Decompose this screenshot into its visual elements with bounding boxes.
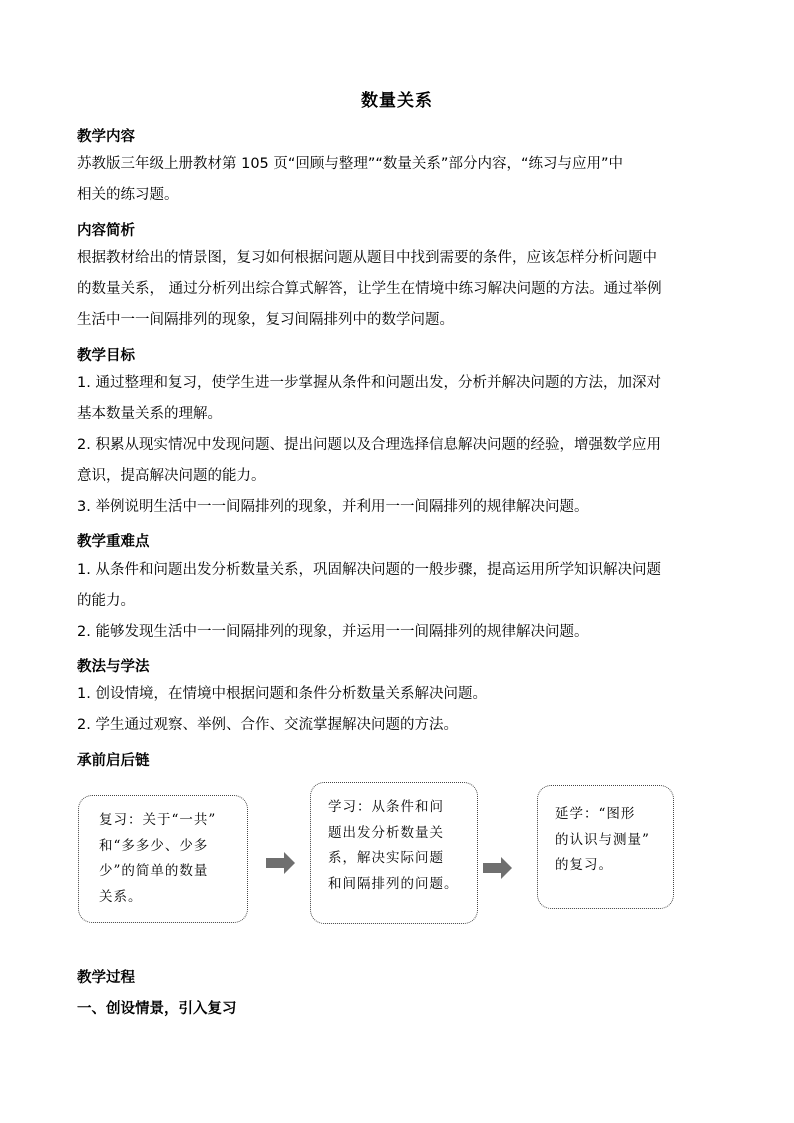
- paragraph-line: 基本数量关系的理解。: [77, 406, 222, 422]
- paragraph-line: 2. 学生通过观察、举例、合作、交流掌握解决问题的方法。: [77, 717, 458, 733]
- paragraph-line: 2. 积累从现实情况中发现问题、提出问题以及合理选择信息解决问题的经验，增强数学应用: [77, 437, 661, 453]
- chain-box-review-text: 复习：关于“一共” 和“多多少、少多 少”的简单的数量 关系。: [99, 812, 217, 905]
- paragraph-line: 2. 能够发现生活中一一间隔排列的现象，并运用一一间隔排列的规律解决问题。: [77, 624, 589, 640]
- section-heading-goals: 教学目标: [77, 348, 135, 364]
- paragraph-line: 苏教版三年级上册教材第 105 页“回顾与整理”“数量关系”部分内容，“练习与应用”中: [77, 156, 623, 172]
- section-heading-key-points: 教学重难点: [77, 534, 150, 550]
- section-heading-content: 教学内容: [77, 129, 135, 145]
- section-heading-analysis: 内容简析: [77, 223, 135, 239]
- paragraph-line: 的数量关系， 通过分析列出综合算式解答，让学生在情境中练习解决问题的方法。通过举例: [77, 281, 662, 297]
- paragraph-line: 相关的练习题。: [77, 187, 179, 203]
- section-heading-methods: 教法与学法: [77, 659, 150, 675]
- paragraph-line: 1. 从条件和问题出发分析数量关系，巩固解决问题的一般步骤，提高运用所学知识解决问题: [77, 562, 661, 578]
- paragraph-line: 生活中一一间隔排列的现象，复习间隔排列中的数学问题。: [77, 312, 454, 328]
- paragraph-line: 的能力。: [77, 593, 135, 609]
- chain-box-extend-text: 延学：“图形 的认识与测量” 的复习。: [555, 806, 650, 873]
- chain-box-learn: [310, 782, 478, 924]
- arrow-right-icon: [483, 857, 513, 879]
- arrow-right-icon: [266, 852, 296, 874]
- chain-box-extend: [537, 785, 674, 909]
- paragraph-line: 1. 创设情境，在情境中根据问题和条件分析数量关系解决问题。: [77, 686, 487, 702]
- subsection-heading: 一、创设情景，引入复习: [77, 1001, 237, 1017]
- paragraph-line: 1. 通过整理和复习，使学生进一步掌握从条件和问题出发，分析并解决问题的方法，加深对: [77, 375, 661, 391]
- chain-box-learn-text: 学习：从条件和问 题出发分析数量关 系，解决实际问题 和间隔排列的问题。: [328, 799, 459, 892]
- section-heading-chain: 承前启后链: [77, 753, 150, 769]
- chain-box-review: [78, 795, 248, 923]
- paragraph-line: 根据教材给出的情景图，复习如何根据问题从题目中找到需要的条件，应该怎样分析问题中: [77, 250, 657, 266]
- section-heading-process: 教学过程: [77, 970, 135, 986]
- paragraph-line: 意识，提高解决问题的能力。: [77, 468, 266, 484]
- page-title: 数量关系: [361, 91, 433, 111]
- paragraph-line: 3. 举例说明生活中一一间隔排列的现象，并利用一一间隔排列的规律解决问题。: [77, 499, 589, 515]
